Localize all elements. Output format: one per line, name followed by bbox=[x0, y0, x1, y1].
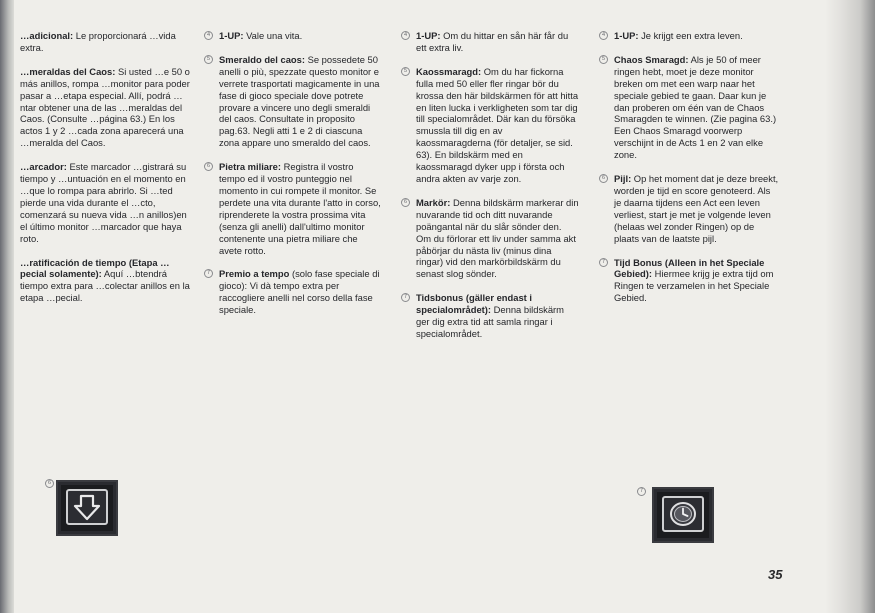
entry-term: Tijd Bonus bbox=[614, 256, 663, 268]
entry-chaos-emerald-es bbox=[20, 66, 192, 149]
entry-time-bonus-es bbox=[20, 257, 192, 305]
entry-tag: (Etapa …pecial solamente): bbox=[20, 256, 170, 280]
entry-term: 1-UP: bbox=[219, 30, 244, 41]
time-bonus-monitor-image bbox=[652, 487, 714, 543]
thumbnail-marker: 6 bbox=[45, 479, 54, 488]
entry-marker-it bbox=[204, 161, 382, 256]
circled-number-marker: 6 bbox=[599, 174, 608, 183]
entry-term: Pijl: bbox=[614, 173, 632, 185]
entry-time-bonus-sv bbox=[401, 292, 579, 340]
entry-marker-sv bbox=[401, 197, 579, 280]
monitor-screen bbox=[662, 496, 704, 532]
entry-term: Tidsbonus bbox=[416, 292, 464, 304]
entry-time-bonus-nl bbox=[599, 257, 779, 305]
circled-number-marker: 6 bbox=[204, 162, 213, 171]
clock-monitor-icon bbox=[664, 498, 702, 530]
entry-1up-es bbox=[20, 30, 192, 54]
entry-term: 1-UP: bbox=[614, 30, 639, 41]
entry-text: Om du hittar en sån här får du ett extra liv. bbox=[416, 30, 569, 53]
page-edge-shadow bbox=[825, 0, 875, 613]
entry-text: Vale una vita. bbox=[243, 30, 303, 41]
book-spine bbox=[0, 0, 14, 613]
thumbnail-marker: 7 bbox=[637, 487, 646, 496]
circled-number-marker: 7 bbox=[401, 293, 410, 302]
circled-number-marker: 5 bbox=[204, 55, 213, 64]
entry-term: …arcador: bbox=[20, 161, 67, 173]
circled-number-marker: 5 bbox=[599, 55, 608, 64]
entry-1up-it bbox=[204, 30, 382, 42]
entry-term: …meraldas del Caos: bbox=[20, 65, 116, 77]
entry-term: Premio a tempo bbox=[219, 268, 290, 280]
entry-text: Aquí …btendrá tiempo extra para …colectar anillos en la etapa …pecial. bbox=[20, 268, 190, 304]
entry-time-bonus-it bbox=[204, 268, 382, 316]
entry-text: Denna bildskärm markerar din nuvarande tid och ditt nuvarande poängantal när du slår sönder den. Om du förlorar ett liv under samma akt påbörjar du nästa liv (minus dina ringar) vid den markörbildskärm du senast slog sönder. bbox=[416, 196, 579, 280]
entry-text: Si usted …e 50 o más anillos, rompa …monitor para poder pasar a …etapa especial. Allí, podrá …ntar obtener una de las …meraldas del Caos. (Consulte …página 63.) En los actos 1 y 2 …cada zona aparecerá una …meralda del Caos. bbox=[20, 65, 190, 149]
entry-text: Le proporcionará …vida extra. bbox=[20, 30, 176, 53]
circled-number-marker: 4 bbox=[599, 31, 608, 40]
column-spanish bbox=[20, 30, 192, 316]
circled-number-marker: 6 bbox=[401, 198, 410, 207]
circled-number-marker: 5 bbox=[401, 67, 410, 76]
entry-text: Je krijgt een extra leven. bbox=[638, 30, 743, 41]
entry-1up-nl bbox=[599, 30, 779, 42]
entry-chaos-emerald-it bbox=[204, 54, 382, 149]
entry-text: Als je 50 of meer ringen hebt, moet je deze monitor breken om met een warp naar het speciale gebied te gaan. Daar kun je dan proberen om één van de Chaos Smaragden te winnen. (Zie pagina 63.) Een Chaos Smaragd voorwerp verschijnt in de Acts 1 en 2 van elke zone. bbox=[614, 53, 777, 161]
entry-text: Este marcador …gistrará su tiempo y …untuación en el momento en …que lo rompa para abrirlo. Si …ted pierde una vida durante el …cto, comenzará su nueva vida …n anillos)en el último monitor …marcador que haya roto. bbox=[20, 161, 187, 244]
circled-number-marker: 7 bbox=[204, 269, 213, 278]
entry-tag: (solo fase speciale di gioco): bbox=[219, 268, 380, 292]
circled-number-marker: 4 bbox=[204, 31, 213, 40]
monitor-screen bbox=[66, 489, 108, 525]
entry-text: Hiermee krijg je extra tijd om Ringen te verzamelen in het Speciale Gebied. bbox=[614, 268, 774, 304]
entry-marker-es bbox=[20, 161, 192, 244]
entry-term: Markör: bbox=[416, 196, 451, 208]
entry-text: Op het moment dat je deze breekt, worden je tijd en score genoteerd. Als je daarna tijdens een Act een leven verliest, start je met je volgende leven (helaas wel zonder Ringen) op de plaats van de laatste pijl. bbox=[614, 173, 779, 244]
entry-chaos-emerald-sv bbox=[401, 66, 579, 185]
column-dutch bbox=[599, 30, 779, 316]
entry-chaos-emerald-nl bbox=[599, 54, 779, 161]
entry-term: Pietra miliare: bbox=[219, 161, 282, 173]
circled-number-marker: 7 bbox=[599, 258, 608, 267]
entry-term: …ratificación de tiempo bbox=[20, 256, 127, 268]
entry-tag: (Alleen in het Speciale Gebied): bbox=[614, 256, 765, 280]
entry-tag: (gäller endast i specialområdet): bbox=[416, 292, 533, 316]
milestone-monitor-image bbox=[56, 480, 118, 536]
entry-marker-nl bbox=[599, 173, 779, 244]
entry-text: Vi dà tempo extra per raccogliere anelli nel corso della fase speciale. bbox=[219, 280, 373, 316]
page-number: 35 bbox=[768, 567, 783, 582]
down-arrow-monitor-icon bbox=[68, 491, 106, 523]
entry-term: 1-UP: bbox=[416, 30, 441, 41]
column-italian bbox=[204, 30, 382, 328]
entry-term: …adicional: bbox=[20, 30, 74, 41]
entry-text: Registra il vostro tempo ed il vostro punteggio nel momento in cui rompete il monitor. Se perdete una vita durante l'atto in corso, riprenderete la vostra prossima vita (senza gli anelli) dall'ultimo monitor contenente una pietra miliare che avete rotto. bbox=[219, 161, 381, 256]
entry-term: Smeraldo del caos: bbox=[219, 53, 305, 65]
circled-number-marker: 4 bbox=[401, 31, 410, 40]
entry-term: Chaos Smaragd: bbox=[614, 53, 689, 65]
entry-text: Se possedete 50 anelli o più, spezzate questo monitor e verrete trasportati magicamente in una fase di gioco speciale dove potrete provare a vincere uno degli smeraldi del caos. Consultate in proposito pag.63. Negli atti 1 e 2 di ciascuna zona appare uno smeraldo del caos. bbox=[219, 53, 380, 149]
entry-text: Om du har fickorna fulla med 50 eller fler ringar bör du krossa den här bildskärmen för att hitta en liten lucka i verkligheten som tar dig till specialområdet. Där kan du försöka smussla till dig en av kaossmaragderna (för detaljer, se sid. 63). En bildskärm med en kaossmaragd dyker upp i första och andra akten av varje zon. bbox=[416, 65, 579, 184]
entry-term: Kaossmaragd: bbox=[416, 65, 482, 77]
column-swedish bbox=[401, 30, 579, 352]
entry-text: Denna bildskärm ger dig extra tid att samla ringar i specialområdet. bbox=[416, 304, 564, 339]
entry-1up-sv bbox=[401, 30, 579, 54]
